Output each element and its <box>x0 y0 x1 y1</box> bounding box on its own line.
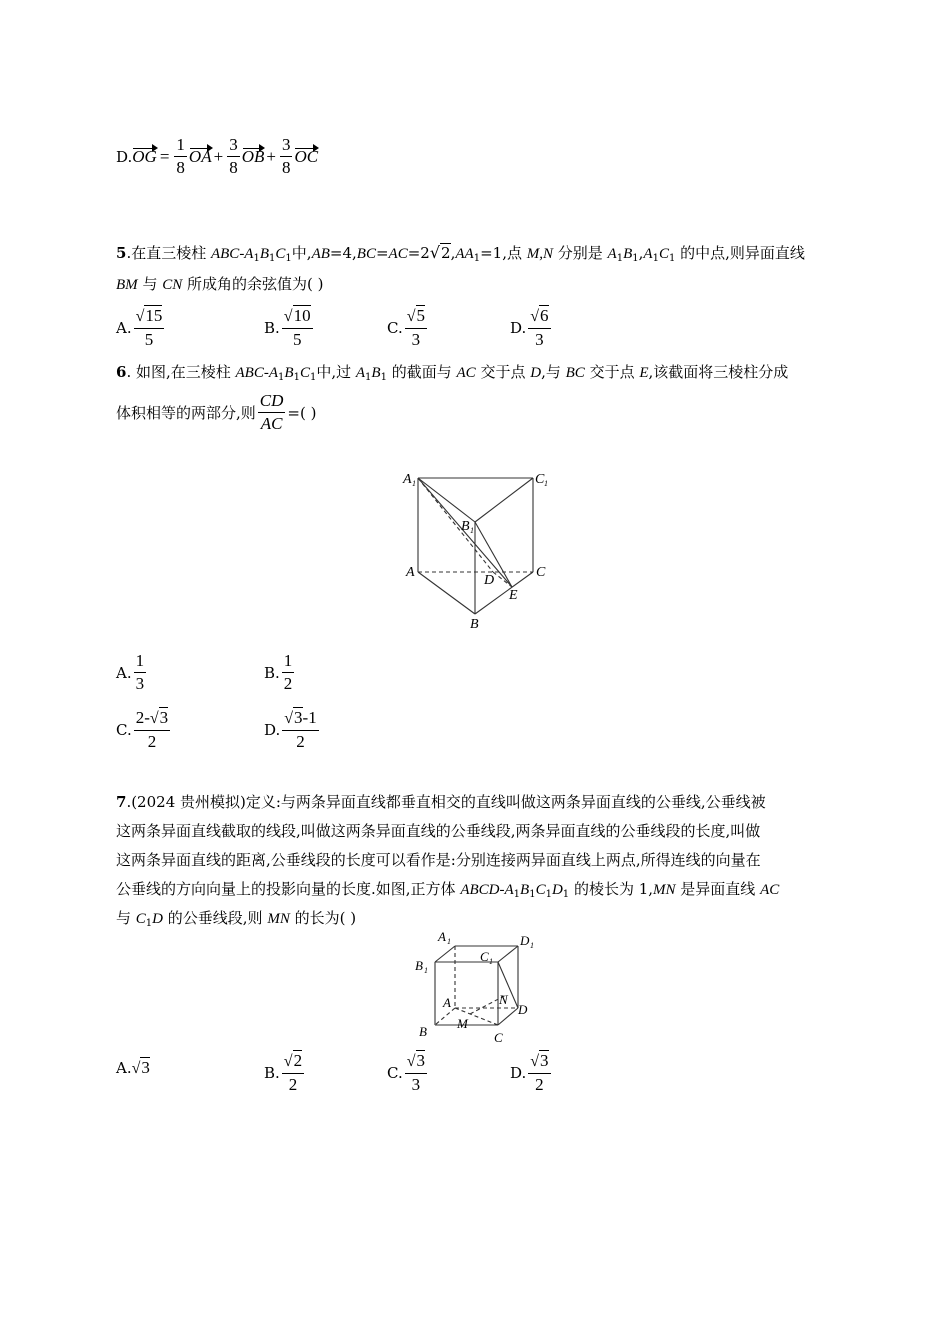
label-c: C <box>494 1030 503 1045</box>
svg-text:1: 1 <box>530 941 534 950</box>
q4-option-d <box>116 134 318 179</box>
label-c1: C <box>535 472 545 487</box>
label-a: A <box>406 565 415 580</box>
fraction-3-8-c: $\frac{3}{8}$ <box>281 135 291 177</box>
vector-oc: OC <box>294 146 319 166</box>
label-d: D <box>518 1002 528 1017</box>
q6-number: 6 <box>116 363 127 381</box>
q6-option-d: D. $\frac{√3-1}{2}$ <box>264 708 317 751</box>
q6-option-b: B. $\frac{1}{2}$ <box>264 651 293 693</box>
q5-number: 5 <box>116 244 127 262</box>
svg-text:1: 1 <box>424 966 428 975</box>
q5-option-d: D. $\frac{√6}{3}$ <box>510 306 549 349</box>
q6-stem-line2: 体积相等的两部分,则 $\frac{CD}{AC}$ =( ) <box>116 391 317 433</box>
q6-option-c: C. $\frac{2-√3}{2}$ <box>116 708 169 751</box>
vector-ob: OB <box>241 146 265 166</box>
q5-option-a: A. $\frac{√15}{5}$ <box>116 306 163 349</box>
q7-stem-line2: 这两条异面直线截取的线段,叫做这两条异面直线的公垂线段,两条异面直线的公垂线段的长度,叫做 <box>116 822 761 840</box>
label-d: D <box>484 573 495 588</box>
q7-option-b: B. $\frac{√2}{2}$ <box>264 1051 303 1094</box>
q6-stem-line1: 6. 如图,在三棱柱 ABC-$A_1B_1C_1$中,过 $A_1B_1$ 的截面与 AC 交于点 D,与 BC 交于点 E,该截面将三棱柱分成 <box>116 363 789 383</box>
label-c: C <box>536 565 546 580</box>
q7-source: .(2024 贵州模拟) <box>126 793 246 811</box>
q7-option-d: D. $\frac{√3}{2}$ <box>510 1051 549 1094</box>
vector-oa: OA <box>188 146 212 166</box>
q7-stem-line1: 7.(2024 贵州模拟)定义:与两条异面直线都垂直相交的直线叫做这两条异面直线的公垂线,公垂线被 <box>116 793 766 811</box>
q7-stem-line3: 这两条异面直线的距离,公垂线段的长度可以看作是:分别连接两异面直线上两点,所得连线的向量在 <box>116 851 761 869</box>
label-a: A <box>443 995 451 1010</box>
svg-text:1: 1 <box>470 526 474 535</box>
q7-stem-line5: 与 $C_1D$ 的公垂线段,则 MN 的长为( ) <box>116 909 357 929</box>
q4-option-d-label: D. <box>116 147 133 166</box>
label-a1: A <box>438 929 446 944</box>
svg-text:1: 1 <box>447 937 451 946</box>
fraction-3-8-b: $\frac{3}{8}$ <box>229 135 238 177</box>
q5-stem-line2: BM 与 CN 所成角的余弦值为( ) <box>116 275 324 293</box>
label-b1: B <box>461 519 470 534</box>
sqrt-2: √2 <box>429 243 451 262</box>
q6-prism-figure <box>395 462 555 634</box>
equals-sign: = <box>159 146 170 166</box>
svg-text:1: 1 <box>412 479 416 488</box>
fraction-1-8: $\frac{1}{8}$ <box>176 135 185 177</box>
q5-option-c: C. $\frac{√5}{3}$ <box>387 306 425 349</box>
q7-option-c: C. $\frac{√3}{3}$ <box>387 1051 425 1094</box>
fraction-cd-ac: $\frac{CD}{AC}$ <box>259 391 284 433</box>
label-b: B <box>419 1024 427 1039</box>
plus-sign: + <box>266 146 276 166</box>
q7-number: 7 <box>116 793 127 811</box>
svg-text:1: 1 <box>544 479 548 488</box>
q6-option-a: A. $\frac{1}{3}$ <box>116 651 145 693</box>
q5-stem-line1: 5.在直三棱柱 ABC-$A_1B_1C_1$中$,AB=4,BC=AC=2√2,AA_1=1$,点 M,N 分别是 $A_1B_1,A_1C_1$ 的中点,则异面直线 <box>116 243 805 264</box>
label-n: N <box>499 992 508 1007</box>
plus-sign: + <box>213 146 224 166</box>
label-a1: A <box>403 472 412 487</box>
label-d1: D <box>520 933 530 948</box>
label-e: E <box>509 588 518 603</box>
q7-stem-line4: 公垂线的方向向量上的投影向量的长度.如图,正方体 ABCD-$A_1B_1C_1D_1$ 的棱长为 1,MN 是异面直线 AC <box>116 880 780 900</box>
q5-option-b: B. $\frac{√10}{5}$ <box>264 306 311 349</box>
vector-og: OG <box>132 146 157 166</box>
label-m: M <box>457 1016 468 1031</box>
label-b1: B <box>415 958 423 973</box>
q7-option-a: A. √3 <box>116 1058 150 1077</box>
label-b: B <box>470 617 479 632</box>
svg-text:1: 1 <box>489 957 493 966</box>
label-c1: C <box>480 949 489 964</box>
q7-cube-figure <box>410 928 540 1050</box>
